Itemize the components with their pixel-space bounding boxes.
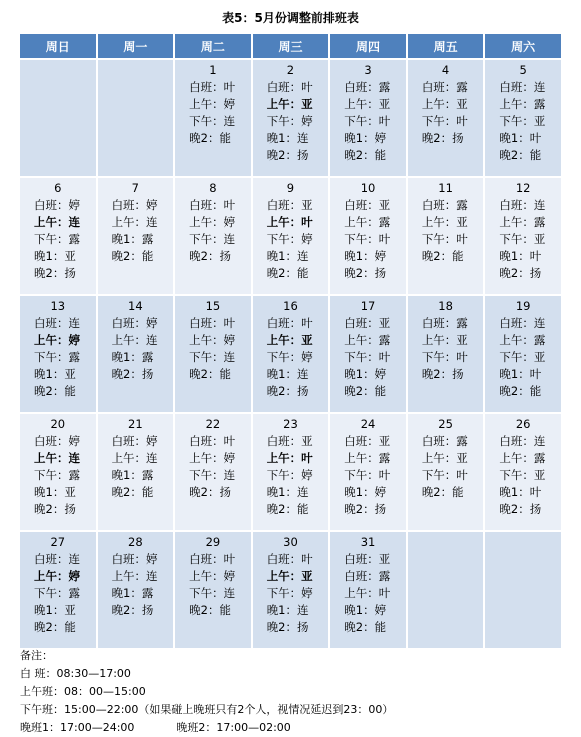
note-night-shift-1: 晚班1：17:00—24:00: [20, 721, 135, 734]
day-number: 1: [209, 63, 217, 77]
shift-assignment: 上午：亚: [266, 569, 313, 583]
day-cell: [330, 532, 406, 648]
shift-assignment: 下午：叶: [344, 350, 391, 364]
shift-assignment: 晚1：亚: [34, 249, 76, 263]
shift-assignment: 晚2：扬: [266, 148, 309, 162]
shift-assignment: 上午：亚: [421, 215, 468, 229]
shift-assignment: 晚2：扬: [421, 131, 464, 145]
shift-assignment: 下午：叶: [344, 468, 391, 482]
shift-assignment: 下午：婷: [266, 114, 313, 128]
shift-assignment: 晚2：扬: [189, 249, 231, 263]
shift-assignment: 白班：露: [421, 80, 468, 94]
shift-assignment: 白班：叶: [266, 80, 313, 94]
week-row: [20, 60, 561, 176]
schedule-body: [20, 60, 561, 648]
day-cell: [253, 60, 329, 176]
shift-assignment: 晚1：婷: [344, 367, 387, 381]
shift-assignment: 晚1：连: [266, 603, 309, 617]
shift-assignment: 晚2：扬: [499, 266, 542, 280]
note-afternoon-shift: 下午班：15:00—22:00（如果碰上晚班只有2个人，视情况延迟到23：00）: [20, 703, 394, 716]
day-cell: [98, 532, 174, 648]
shift-assignment: 白班：连: [499, 198, 546, 212]
week-row: [20, 296, 561, 412]
shift-assignment: 白班：连: [499, 316, 546, 330]
shift-assignment: 白班：露: [421, 198, 468, 212]
notes-heading: 备注：: [20, 649, 53, 662]
shift-assignment: 上午：亚: [266, 97, 313, 111]
shift-assignment: 白班：连: [34, 552, 80, 566]
day-cell: [98, 178, 174, 294]
day-cell: [408, 296, 484, 412]
shift-assignment: 晚1：连: [266, 485, 309, 499]
shift-assignment: 白班：连: [499, 80, 546, 94]
weekday-header-tue: 周二: [175, 34, 251, 58]
shift-assignment: 白班：婷: [111, 316, 158, 330]
day-number: 3: [364, 63, 372, 77]
shift-assignment: 下午：叶: [344, 114, 391, 128]
day-cell: [175, 414, 251, 530]
day-cell: [253, 414, 329, 530]
shift-assignment: 白班：露: [421, 316, 468, 330]
shift-assignment: 晚2：能: [111, 249, 154, 263]
shift-assignment: 下午：连: [189, 232, 236, 246]
shift-assignment: 白班：叶: [189, 198, 236, 212]
shift-assignment: 白班：亚: [266, 434, 313, 448]
weekday-header-fri: 周五: [408, 34, 484, 58]
day-cell: [20, 414, 96, 530]
shift-assignment: 白班：叶: [189, 434, 236, 448]
shift-assignment: 上午：连: [111, 333, 158, 347]
shift-assignment: 晚2：扬: [344, 266, 387, 280]
shift-assignment: 下午：露: [34, 232, 80, 246]
shift-assignment: 上午：叶: [266, 451, 313, 465]
shift-assignment: 晚2：能: [189, 367, 231, 381]
shift-assignment: 白班：连: [499, 434, 546, 448]
shift-assignment: 晚1：婷: [344, 603, 387, 617]
day-number: 14: [128, 299, 143, 313]
shift-assignment: 晚1：婷: [344, 131, 387, 145]
shift-assignment: 上午：亚: [421, 97, 468, 111]
day-cell: [485, 296, 561, 412]
day-number: 6: [54, 181, 62, 195]
shift-assignment: 晚1：叶: [499, 249, 542, 263]
shift-assignment: 下午：叶: [344, 232, 391, 246]
day-cell: [485, 178, 561, 294]
shift-assignment: 晚2：能: [344, 620, 387, 634]
day-cell: [485, 60, 561, 176]
day-number: 27: [50, 535, 66, 549]
shift-assignment: 白班：亚: [266, 198, 313, 212]
weekday-header-sun: 周日: [20, 34, 96, 58]
shift-assignment: 白班：婷: [34, 434, 80, 448]
shift-assignment: 晚1：叶: [499, 367, 542, 381]
day-cell: [330, 178, 406, 294]
day-number: 20: [50, 417, 66, 431]
shift-assignment: 下午：婷: [266, 350, 313, 364]
shift-assignment: 上午：露: [344, 333, 391, 347]
day-cell: [253, 532, 329, 648]
shift-assignment: 白班：叶: [266, 316, 313, 330]
shift-assignment: 下午：亚: [499, 350, 546, 364]
day-number: 16: [283, 299, 298, 313]
shift-assignment: 上午：婷: [189, 333, 236, 347]
shift-assignment: 晚1：连: [266, 131, 309, 145]
shift-assignment: 白班：婷: [34, 198, 80, 212]
shift-assignment: 下午：亚: [499, 468, 546, 482]
shift-assignment: 晚1：露: [111, 586, 154, 600]
shift-assignment: 下午：连: [189, 114, 236, 128]
shift-assignment: 晚2：能: [344, 148, 387, 162]
shift-assignment: 晚2：扬: [266, 384, 309, 398]
day-cell: [253, 178, 329, 294]
week-row: [20, 414, 561, 530]
day-number: 26: [515, 417, 531, 431]
shift-assignment: 上午：婷: [189, 451, 236, 465]
shift-assignment: 晚2：能: [189, 603, 231, 617]
day-number: 7: [131, 181, 139, 195]
week-row: [20, 532, 561, 648]
shift-assignment: 下午：亚: [499, 114, 546, 128]
shift-assignment: 下午：露: [34, 350, 80, 364]
shift-assignment: 白班：婷: [111, 434, 158, 448]
shift-assignment: 上午：露: [499, 451, 546, 465]
day-number: 18: [438, 299, 453, 313]
shift-assignment: 下午：连: [189, 350, 236, 364]
day-cell: [175, 296, 251, 412]
day-number: 31: [360, 535, 376, 549]
shift-assignment: 晚1：婷: [344, 249, 387, 263]
day-number: 11: [438, 181, 453, 195]
shift-assignment: 白班：露: [421, 434, 468, 448]
day-cell: [253, 296, 329, 412]
shift-assignment: 白班：叶: [189, 552, 236, 566]
day-number: 23: [283, 417, 298, 431]
day-cell: [330, 414, 406, 530]
shift-assignment: 上午：亚: [344, 97, 391, 111]
shift-assignment: 上午：露: [344, 451, 391, 465]
shift-assignment: 下午：连: [189, 468, 236, 482]
day-number: 17: [360, 299, 376, 313]
shift-assignment: 晚1：露: [111, 232, 154, 246]
shift-assignment: 晚1：亚: [34, 485, 76, 499]
shift-assignment: 下午：亚: [499, 232, 546, 246]
day-cell: [98, 414, 174, 530]
weekday-header-sat: 周六: [485, 34, 561, 58]
day-number: 10: [360, 181, 376, 195]
shift-assignment: 晚2：能: [189, 131, 231, 145]
shift-assignment: 上午：露: [499, 215, 546, 229]
day-number: 21: [128, 417, 143, 431]
shift-assignment: 白班：亚: [344, 552, 391, 566]
shift-assignment: 晚2：扬: [421, 367, 464, 381]
note-night-shift-2: 晚班2：17:00—02:00: [176, 721, 291, 734]
shift-assignment: 上午：连: [111, 569, 158, 583]
day-cell: [175, 532, 251, 648]
weekday-header-thu: 周四: [330, 34, 406, 58]
shift-assignment: 白班：叶: [266, 552, 313, 566]
shift-assignment: 上午：露: [499, 333, 546, 347]
shift-assignment: 上午：连: [111, 215, 158, 229]
shift-assignment: 白班：叶: [189, 80, 236, 94]
shift-assignment: 白班：露: [344, 569, 391, 583]
shift-assignment: 下午：婷: [266, 468, 313, 482]
shift-assignment: 上午：连: [34, 451, 80, 465]
day-number: 28: [128, 535, 143, 549]
note-night-shifts: [20, 719, 393, 737]
day-number: 19: [515, 299, 531, 313]
day-cell: [20, 532, 96, 648]
day-cell: [175, 178, 251, 294]
shift-assignment: 白班：露: [344, 80, 391, 94]
empty-day-cell: [20, 60, 96, 176]
weekday-header-mon: 周一: [98, 34, 174, 58]
shift-assignment: 晚2：扬: [344, 502, 387, 516]
shift-assignment: 上午：亚: [421, 451, 468, 465]
shift-assignment: 晚2：扬: [189, 485, 231, 499]
shift-assignment: 上午：叶: [344, 586, 391, 600]
shift-assignment: 下午：叶: [421, 232, 468, 246]
day-number: 24: [360, 417, 376, 431]
shift-assignment: 下午：露: [34, 468, 80, 482]
shift-assignment: 晚1：亚: [34, 603, 76, 617]
schedule-table: [18, 32, 563, 650]
day-cell: [408, 178, 484, 294]
shift-assignment: 晚2：扬: [111, 367, 154, 381]
shift-assignment: 晚1：露: [111, 350, 154, 364]
day-number: 9: [286, 181, 295, 195]
empty-day-cell: [98, 60, 174, 176]
shift-assignment: 下午：叶: [421, 114, 468, 128]
shift-assignment: 白班：叶: [189, 316, 236, 330]
shift-assignment: 晚2：扬: [499, 502, 542, 516]
day-number: 2: [286, 63, 295, 77]
day-cell: [175, 60, 251, 176]
shift-assignment: 晚1：连: [266, 249, 309, 263]
shift-assignment: 晚2：扬: [34, 502, 76, 516]
day-cell: [485, 414, 561, 530]
shift-assignment: 晚2：能: [421, 249, 464, 263]
shift-assignment: 上午：连: [111, 451, 158, 465]
shift-assignment: 晚2：扬: [266, 620, 309, 634]
day-cell: [408, 60, 484, 176]
day-number: 4: [441, 63, 450, 77]
day-number: 13: [50, 299, 66, 313]
day-cell: [330, 60, 406, 176]
shift-assignment: 下午：叶: [421, 350, 468, 364]
shift-assignment: 上午：连: [34, 215, 80, 229]
shift-assignment: 上午：露: [344, 215, 391, 229]
week-row: [20, 178, 561, 294]
shift-assignment: 白班：婷: [111, 198, 158, 212]
day-number: 5: [519, 63, 527, 77]
shift-assignment: 上午：露: [499, 97, 546, 111]
day-cell: [20, 178, 96, 294]
shift-assignment: 白班：亚: [344, 434, 391, 448]
day-number: 12: [515, 181, 531, 195]
day-number: 8: [209, 181, 217, 195]
shift-assignment: 晚2：能: [34, 384, 76, 398]
day-number: 25: [438, 417, 453, 431]
shift-assignment: 晚2：能: [499, 148, 542, 162]
shift-assignment: 晚2：扬: [34, 266, 76, 280]
shift-assignment: 下午：连: [189, 586, 236, 600]
shift-assignment: 晚2：能: [344, 384, 387, 398]
weekday-header-row: [20, 34, 561, 58]
shift-assignment: 上午：叶: [266, 215, 313, 229]
shift-assignment: 上午：婷: [34, 569, 80, 583]
shift-assignment: 晚2：扬: [111, 603, 154, 617]
shift-assignment: 晚2：能: [266, 266, 309, 280]
shift-assignment: 下午：叶: [421, 468, 468, 482]
day-cell: [330, 296, 406, 412]
shift-assignment: 晚1：露: [111, 468, 154, 482]
shift-assignment: 白班：婷: [111, 552, 158, 566]
shift-assignment: 白班：连: [34, 316, 80, 330]
day-number: 30: [283, 535, 298, 549]
shift-assignment: 晚1：连: [266, 367, 309, 381]
shift-assignment: 白班：亚: [344, 316, 391, 330]
day-cell: [408, 414, 484, 530]
shift-assignment: 上午：婷: [34, 333, 80, 347]
page-title: 表5：5月份调整前排班表: [222, 11, 359, 25]
shift-assignment: 上午：亚: [266, 333, 313, 347]
empty-day-cell: [485, 532, 561, 648]
shift-assignment: 上午：婷: [189, 97, 236, 111]
shift-assignment: 白班：亚: [344, 198, 391, 212]
day-number: 15: [205, 299, 221, 313]
day-cell: [98, 296, 174, 412]
shift-assignment: 晚2：能: [34, 620, 76, 634]
day-number: 22: [205, 417, 221, 431]
shift-assignment: 晚1：叶: [499, 485, 542, 499]
shift-assignment: 晚2：能: [111, 485, 154, 499]
notes-section: [20, 647, 393, 737]
shift-assignment: 下午：露: [34, 586, 80, 600]
note-day-shift: 白 班：08:30—17:00: [20, 667, 131, 680]
shift-assignment: 上午：婷: [189, 569, 236, 583]
shift-assignment: 晚2：能: [421, 485, 464, 499]
shift-assignment: 晚1：婷: [344, 485, 387, 499]
shift-assignment: 晚1：叶: [499, 131, 542, 145]
shift-assignment: 下午：婷: [266, 586, 313, 600]
shift-assignment: 上午：婷: [189, 215, 236, 229]
empty-day-cell: [408, 532, 484, 648]
shift-assignment: 上午：亚: [421, 333, 468, 347]
note-morning-shift: 上午班：08：00—15:00: [20, 685, 146, 698]
day-cell: [20, 296, 96, 412]
shift-assignment: 晚2：能: [266, 502, 309, 516]
shift-assignment: 晚1：亚: [34, 367, 76, 381]
shift-assignment: 下午：婷: [266, 232, 313, 246]
weekday-header-wed: 周三: [253, 34, 329, 58]
shift-assignment: 晚2：能: [499, 384, 542, 398]
day-number: 29: [205, 535, 221, 549]
